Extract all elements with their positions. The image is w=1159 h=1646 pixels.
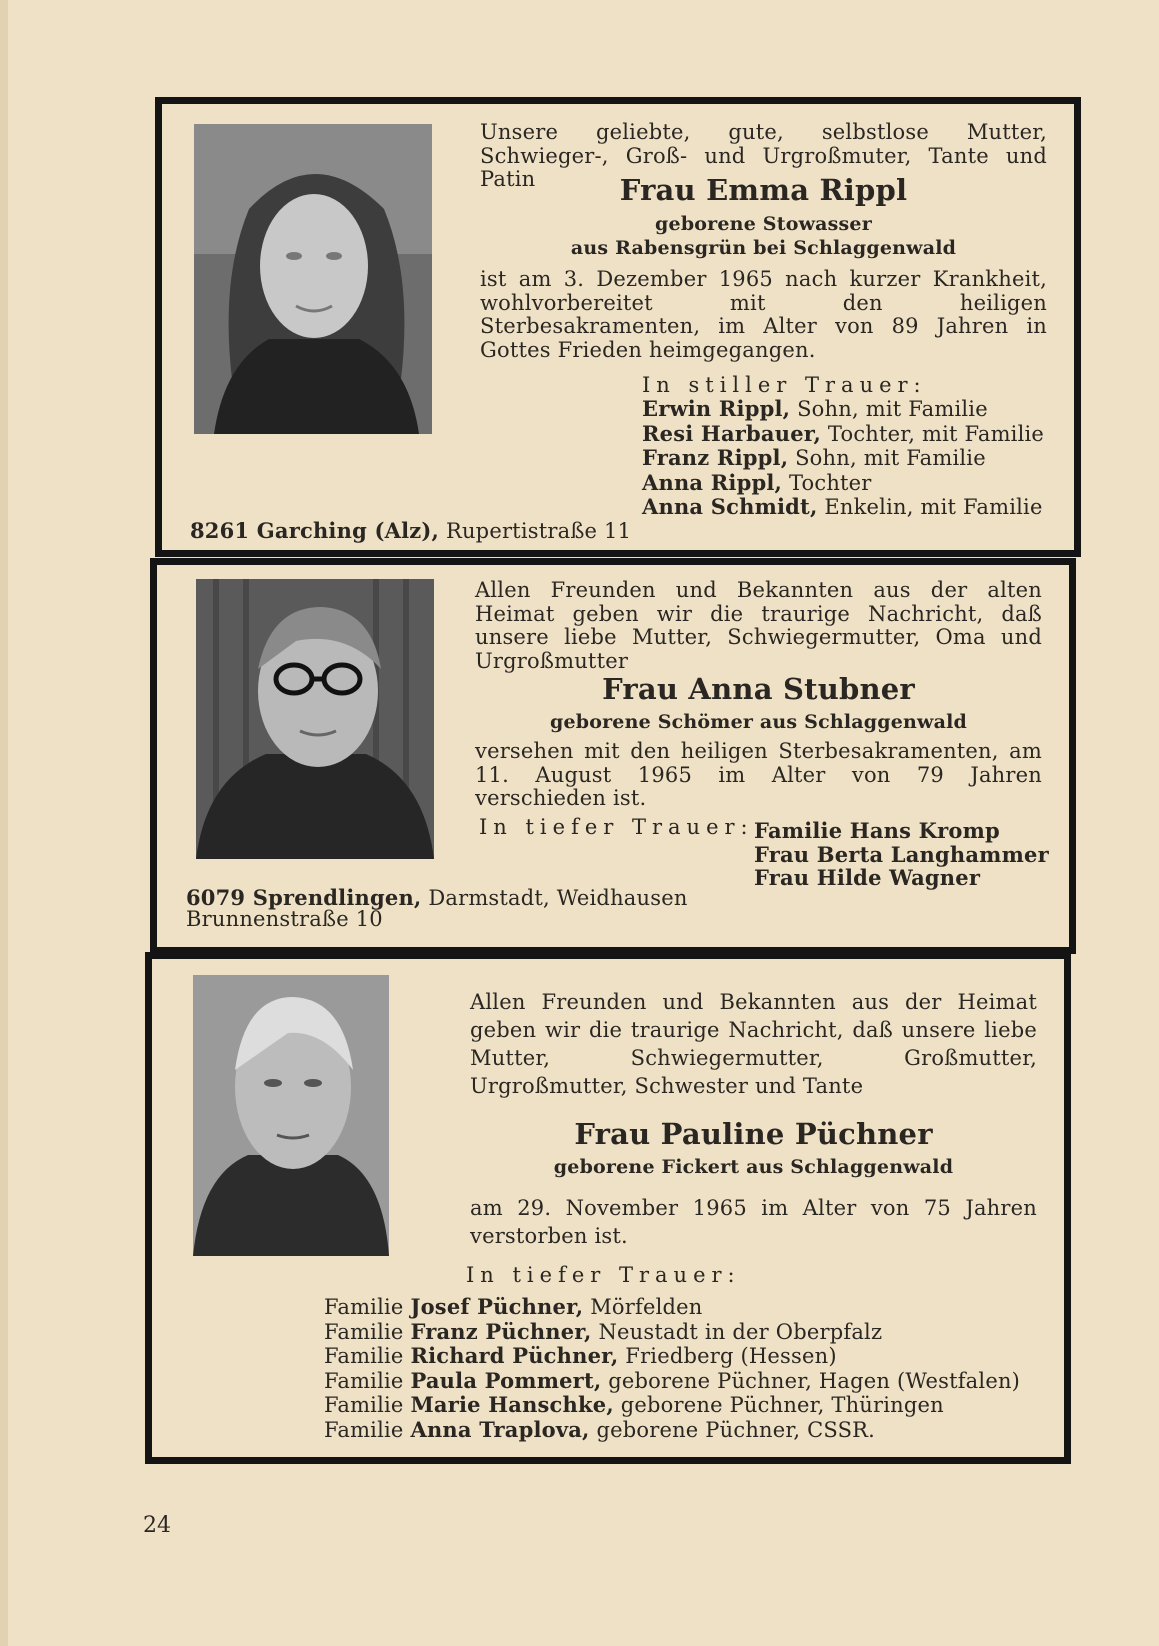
birth-name: geborene Fickert aus Schlaggenwald bbox=[553, 1156, 954, 1178]
mourners-list bbox=[754, 819, 1049, 890]
mourner-line: Familie Marie Hanschke, geborene Püchner, Thüringen bbox=[324, 1392, 944, 1417]
mourning-label: In tiefer Trauer: bbox=[479, 815, 754, 839]
origin: aus Rabensgrün bei Schlaggenwald bbox=[570, 237, 957, 259]
birth-name: geborene Schömer aus Schlaggenwald bbox=[549, 711, 968, 733]
mourner-line: Familie Anna Traplova, geborene Püchner, CSSR. bbox=[324, 1416, 876, 1442]
address: 8261 Garching (Alz), Rupertistraße 11 bbox=[190, 518, 632, 543]
page-edge bbox=[0, 0, 8, 1646]
deceased-name: Frau Pauline Püchner bbox=[574, 1117, 933, 1151]
mourner-line: Familie Richard Püchner, Friedberg (Hessen) bbox=[324, 1343, 837, 1368]
mourner-line: Anna Rippl, Tochter bbox=[642, 469, 872, 495]
mourner-line: Frau Hilde Wagner bbox=[754, 865, 981, 890]
portrait-photo-pauline-puechner bbox=[193, 975, 389, 1256]
mourners-list bbox=[642, 397, 1044, 520]
notice-intro: Allen Freunden und Bekannten aus der Heimat geben wir die traurige Nachricht, daß unsere liebe Mutter, Schwiegermutter, Großmutter, Urgroßmutter, Schwester und Tante bbox=[470, 990, 1037, 1098]
birth-name: geborene Stowasser bbox=[655, 213, 872, 235]
portrait-photo-emma-rippl bbox=[194, 124, 432, 434]
death-message: versehen mit den heiligen Sterbesakramenten, am 11. August 1965 im Alter von 79 Jahren verschieden ist. bbox=[475, 739, 1042, 810]
mourner-line: Familie Hans Kromp bbox=[754, 818, 1000, 843]
address-line-2: Brunnenstraße 10 bbox=[186, 907, 383, 931]
notice-intro: Unsere geliebte, gute, selbstlose Mutter, Schwieger-, Groß- und Urgroßmuter, Tante und Patin bbox=[480, 120, 1047, 191]
mourning-label: In tiefer Trauer: bbox=[466, 1263, 741, 1287]
mourner-line: Familie Franz Püchner, Neustadt in der Oberpfalz bbox=[324, 1318, 883, 1344]
mourner-line: Erwin Rippl, Sohn, mit Familie bbox=[642, 396, 988, 421]
mourner-line: Frau Berta Langhammer bbox=[754, 841, 1049, 867]
death-message: ist am 3. Dezember 1965 nach kurzer Krankheit, wohlvorbereitet mit den heiligen Sterbesakramenten, im Alter von 89 Jahren in Gottes Frieden heimgegangen. bbox=[480, 267, 1047, 362]
page-number: 24 bbox=[143, 1513, 171, 1538]
deceased-name: Frau Emma Rippl bbox=[619, 173, 908, 207]
mourner-line: Resi Harbauer, Tochter, mit Familie bbox=[642, 420, 1045, 446]
mourner-line: Franz Rippl, Sohn, mit Familie bbox=[642, 445, 986, 470]
mourning-label: In stiller Trauer: bbox=[642, 373, 927, 397]
deceased-name: Frau Anna Stubner bbox=[602, 672, 915, 706]
mourner-line: Familie Paula Pommert, geborene Püchner, Hagen (Westfalen) bbox=[324, 1367, 1021, 1393]
mourner-line: Anna Schmidt, Enkelin, mit Familie bbox=[642, 494, 1043, 519]
address: 6079 Sprendlingen, Darmstadt, Weidhausen bbox=[186, 885, 688, 910]
death-message: am 29. November 1965 im Alter von 75 Jahren verstorben ist. bbox=[470, 1196, 1037, 1248]
notice-intro: Allen Freunden und Bekannten aus der alten Heimat geben wir die traurige Nachricht, daß unsere liebe Mutter, Schwiegermutter, Oma und Urgroßmutter bbox=[475, 578, 1042, 673]
portrait-photo-anna-stubner bbox=[196, 579, 434, 859]
mourner-line: Familie Josef Püchner, Mörfelden bbox=[324, 1294, 703, 1319]
mourners-list bbox=[324, 1295, 1020, 1442]
